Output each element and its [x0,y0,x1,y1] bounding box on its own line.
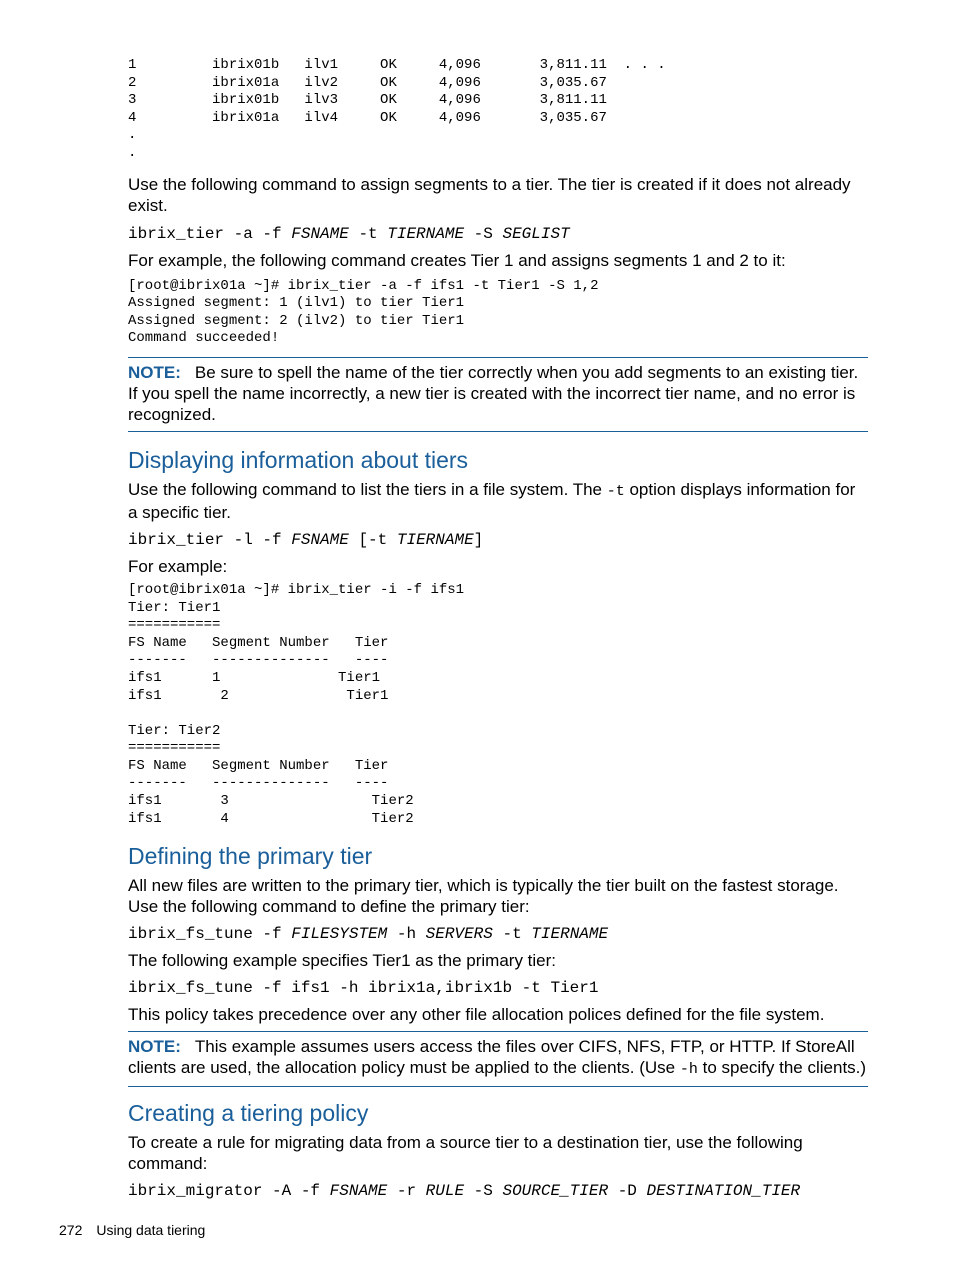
display-example-output: [root@ibrix01a ~]# ibrix_tier -i -f ifs1 Tier: Tier1 =========== FS Name Segment Number Tier ------- -------------- ---- ifs1 1 Tier1 ifs1 2 Tier1 Tier: Tier2 =========== FS Name Segment Number Tier ------- -------------- ---- ifs1 3 Tier2 ifs1 4 Tier2 [128,581,465,827]
primary-example-intro: The following example specifies Tier1 as the primary tier: [128,951,557,971]
assign-intro: Use the following command to assign segments to a tier. The tier is created if it does not already exist. [128,174,851,215]
note-text: Be sure to spell the name of the tier correctly when you add segments to an existing tier. If you spell the name incorrectly, a new tier is created with the incorrect tier name, and no error is recognized. [128,362,859,424]
display-intro: Use the following command to list the tiers in a file system. The -t option displays information for a specific tier. [128,479,856,522]
note-storeall-clients: NOTE: This example assumes users access the files over CIFS, NFS, FTP, or HTTP. If StoreAll clients are used, the allocation policy must be applied to the clients. (Use -h to specify the clients.) [128,1031,868,1087]
page-footer [59,1222,205,1238]
tiering-intro: To create a rule for migrating data from a source tier to a destination tier, use the following command: [128,1133,803,1174]
page-content [128,55,868,1201]
page-number: 272 [59,1222,83,1238]
primary-command-syntax: ibrix_fs_tune -f FILESYSTEM -h SERVERS -t TIERNAME [128,925,609,944]
segment-listing: 1 ibrix01b ilv1 OK 4,096 3,811.11 . . . 2 ibrix01a ilv2 OK 4,096 3,035.67 3 ibrix01b ilv3 OK 4,096 3,811.11 4 ibrix01a ilv4 OK 4,096 3,035.67 . . [128,57,666,161]
assign-command-syntax: ibrix_tier -a -f FSNAME -t TIERNAME -S SEGLIST [128,224,570,243]
heading-primary-tier: Defining the primary tier [128,843,373,870]
assign-example-output: [root@ibrix01a ~]# ibrix_tier -a -f ifs1 -t Tier1 -S 1,2 Assigned segment: 1 (ilv1) to tier Tier1 Assigned segment: 2 (ilv2) to tier Tier1 Command succeeded! [128,277,599,347]
primary-example-command: ibrix_fs_tune -f ifs1 -h ibrix1a,ibrix1b -t Tier1 [128,979,599,998]
heading-displaying-tiers: Displaying information about tiers [128,446,469,473]
primary-policy-text: This policy takes precedence over any other file allocation polices defined for the file system. [128,1005,825,1025]
note-spelling [128,357,868,432]
display-command-syntax: ibrix_tier -l -f FSNAME [-t TIERNAME] [128,530,484,549]
primary-intro: All new files are written to the primary tier, which is typically the tier built on the fastest storage. Use the following command to define the primary tier: [128,876,839,917]
note-label: NOTE: [128,1037,181,1057]
assign-example-intro: For example, the following command creates Tier 1 and assigns segments 1 and 2 to it: [128,250,786,270]
heading-tiering-policy: Creating a tiering policy [128,1100,369,1127]
footer-section-title: Using data tiering [96,1222,206,1238]
tiering-command-syntax: ibrix_migrator -A -f FSNAME -r RULE -S SOURCE_TIER -D DESTINATION_TIER [128,1182,801,1201]
note-label: NOTE: [128,362,181,382]
display-example-label: For example: [128,556,228,576]
